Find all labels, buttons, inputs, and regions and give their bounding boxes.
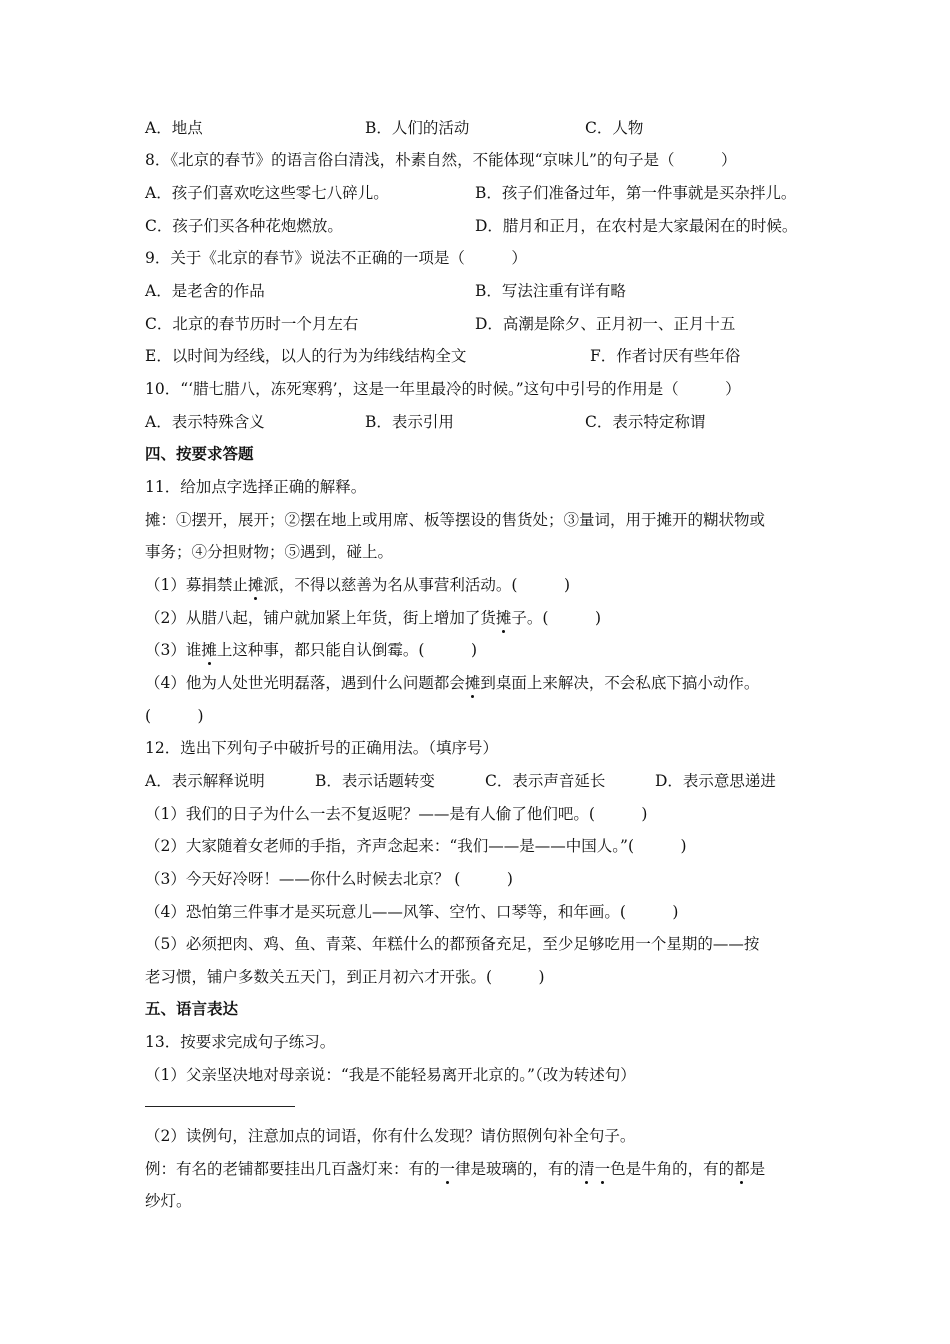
q12-sentence-1: （1）我们的日子为什么一去不复返呢？——是有人偷了他们吧。( ) (145, 805, 648, 823)
q10-option-b: B．表示引用 (365, 413, 454, 431)
q7-option-c: C．人物 (585, 119, 644, 137)
section-5-heading: 五、语言表达 (145, 999, 239, 1018)
q12-sentence-5-line2: 老习惯，铺户多数关五天门，到正月初六才开张。( ) (145, 968, 545, 986)
q12-option-d: D．表示意思递进 (655, 772, 776, 790)
q13-sentence-1: （1）父亲坚决地对母亲说：“我是不能轻易离开北京的。”（改为转述句） (145, 1066, 636, 1084)
q11-sentence-3: （3）谁摊上这种事，都只能自认倒霉。( ) (145, 638, 477, 660)
q10-stem: 10．“‘腊七腊八，冻死寒鸦’，这是一年里最冷的时候。”这句中引号的作用是（ ） (145, 380, 741, 398)
section-4-heading: 四、按要求答题 (145, 444, 254, 463)
q13-example-end: 纱灯。 (145, 1192, 192, 1210)
q10-option-c: C．表示特定称谓 (585, 413, 706, 431)
q8-option-a: A．孩子们喜欢吃这些零七八碎儿。 (145, 184, 389, 202)
q10-option-a: A．表示特殊含义 (145, 413, 265, 431)
q11-stem: 11．给加点字选择正确的解释。 (145, 478, 367, 496)
q11-definition-line1: 摊：①摆开，展开；②摆在地上或用席、板等摆设的售货处；③量词，用于摊开的糊状物或 (145, 511, 766, 529)
q12-sentence-3: （3）今天好冷呀！——你什么时候去北京？ ( ) (145, 870, 513, 888)
q11-definition-line2: 事务；④分担财物；⑤遇到，碰上。 (145, 543, 394, 561)
q12-option-a: A．表示解释说明 (145, 772, 265, 790)
q12-sentence-5-line1: （5）必须把肉、鸡、鱼、青菜、年糕什么的都预备充足，至少足够吃用一个星期的——按 (145, 935, 760, 953)
q12-option-b: B．表示话题转变 (315, 772, 435, 790)
q13-example: 例：有名的老铺都要挂出几百盏灯来：有的一律是玻璃的，有的清一色是牛角的，有的都是 (145, 1157, 765, 1179)
answer-separator-line (145, 1106, 295, 1107)
dotted-char: 摊 (465, 671, 481, 693)
q12-option-c: C．表示声音延长 (485, 772, 606, 790)
dotted-char: 摊 (201, 638, 217, 660)
q9-option-b: B．写法注重有详有略 (475, 282, 626, 300)
q8-option-b: B．孩子们准备过年，第一件事就是买杂拌儿。 (475, 184, 797, 202)
q11-sentence-4: （4）他为人处世光明磊落，遇到什么问题都会摊到桌面上来解决，不会私底下搞小动作。 (145, 671, 759, 693)
q13-sentence-2: （2）读例句，注意加点的词语，你有什么发现？请仿照例句补全句子。 (145, 1127, 636, 1145)
dotted-char: 一 (595, 1157, 611, 1179)
q12-sentence-2: （2）大家随着女老师的手指，齐声念起来：“我们——是——中国人。”( ) (145, 837, 687, 855)
q8-option-c: C．孩子们买各种花炮燃放。 (145, 217, 343, 235)
q9-option-e: E．以时间为经线，以人的行为为纬线结构全文 (145, 347, 467, 365)
q9-option-c: C．北京的春节历时一个月左右 (145, 315, 359, 333)
q8-stem: 8．《北京的春节》的语言俗白清浅，朴素自然，不能体现“京味儿”的句子是（ ） (145, 151, 737, 169)
dotted-char: 摊 (248, 573, 264, 595)
q11-sentence-2: （2）从腊八起，铺户就加紧上年货，街上增加了货摊子。( ) (145, 606, 601, 628)
q13-stem: 13．按要求完成句子练习。 (145, 1033, 336, 1051)
q9-option-f: F．作者讨厌有些年俗 (590, 347, 741, 365)
q12-sentence-4: （4）恐怕第三件事才是买玩意儿——风筝、空竹、口琴等，和年画。( ) (145, 903, 679, 921)
q11-sentence-4-blank: ( ) (145, 707, 204, 725)
q11-sentence-1: （1）募捐禁止摊派，不得以慈善为名从事营利活动。( ) (145, 573, 570, 595)
dotted-char: 一 (440, 1157, 456, 1179)
q7-option-b: B．人们的活动 (365, 119, 470, 137)
dotted-char: 都 (734, 1157, 750, 1179)
q9-option-a: A．是老舍的作品 (145, 282, 265, 300)
q9-stem: 9．关于《北京的春节》说法不正确的一项是（ ） (145, 249, 527, 267)
q8-option-d: D．腊月和正月，在农村是大家最闲在的时候。 (475, 217, 798, 235)
q9-option-d: D．高潮是除夕、正月初一、正月十五 (475, 315, 736, 333)
dotted-char: 摊 (496, 606, 512, 628)
q12-stem: 12．选出下列句子中破折号的正确用法。（填序号） (145, 739, 498, 757)
dotted-char: 清 (579, 1157, 595, 1179)
q7-option-a: A．地点 (145, 119, 203, 137)
